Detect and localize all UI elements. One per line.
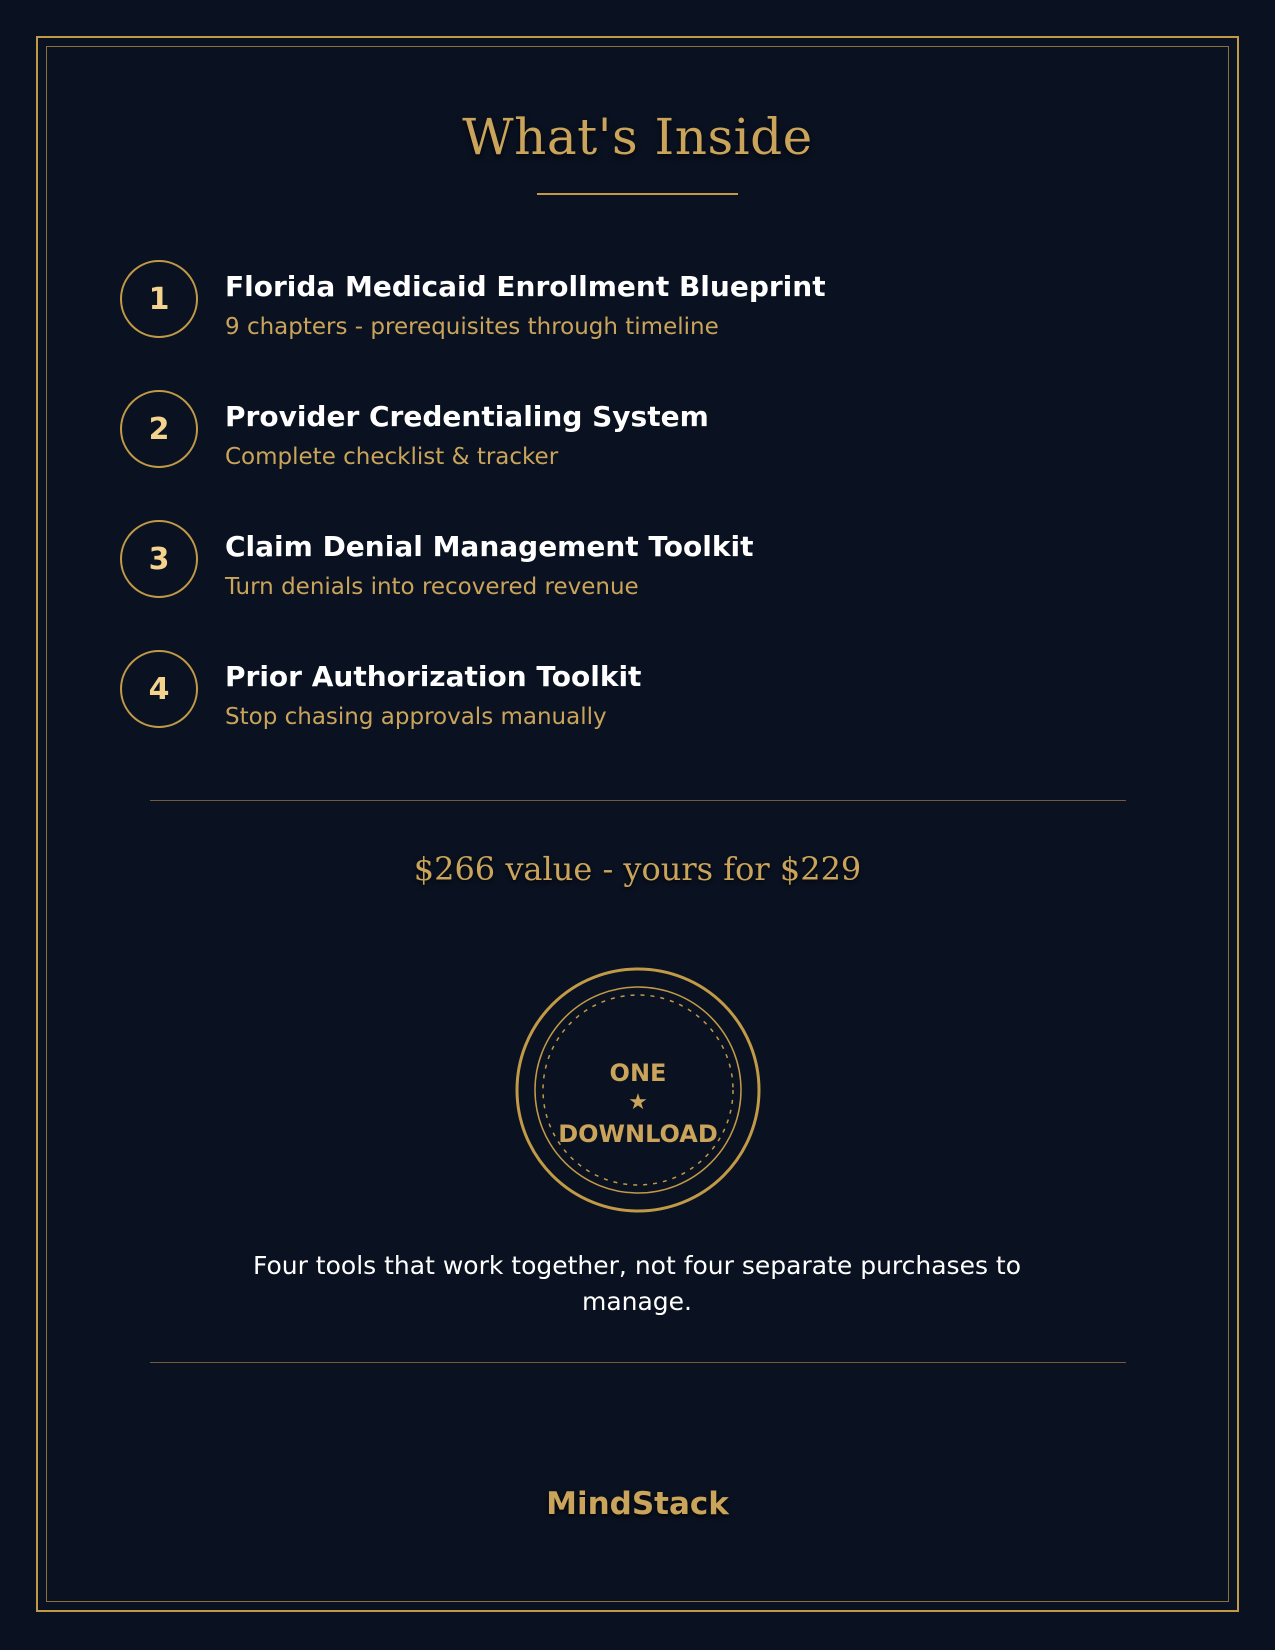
seal-label <box>515 1058 761 1150</box>
seal-line-two: DOWNLOAD <box>558 1120 718 1148</box>
brand-logo: MindStack <box>546 1486 729 1522</box>
price-line: $266 value - yours for $229 <box>413 850 862 888</box>
list-item <box>118 258 1118 348</box>
item-number-badge: 3 <box>120 520 198 598</box>
seal-line-one: ONE <box>609 1059 667 1087</box>
item-number-badge: 4 <box>120 650 198 728</box>
page-title: What's Inside <box>462 108 813 166</box>
title-underline <box>537 193 738 195</box>
item-number-badge: 1 <box>120 260 198 338</box>
tagline: Four tools that work together, not four separate purchases to manage. <box>252 1251 1022 1316</box>
item-subtitle: Stop chasing approvals manually <box>225 704 607 730</box>
list-item <box>118 518 1118 608</box>
divider <box>150 1362 1126 1363</box>
item-title: Florida Medicaid Enrollment Blueprint <box>225 270 826 303</box>
item-subtitle: Turn denials into recovered revenue <box>225 574 639 600</box>
divider <box>150 800 1126 801</box>
item-subtitle: 9 chapters - prerequisites through timeline <box>225 314 719 340</box>
list-item <box>118 388 1118 478</box>
list-item <box>118 648 1118 738</box>
star-icon: ★ <box>628 1090 648 1115</box>
item-subtitle: Complete checklist & tracker <box>225 444 559 470</box>
item-title: Claim Denial Management Toolkit <box>225 530 754 563</box>
item-title: Provider Credentialing System <box>225 400 709 433</box>
item-number-badge: 2 <box>120 390 198 468</box>
item-title: Prior Authorization Toolkit <box>225 660 642 693</box>
